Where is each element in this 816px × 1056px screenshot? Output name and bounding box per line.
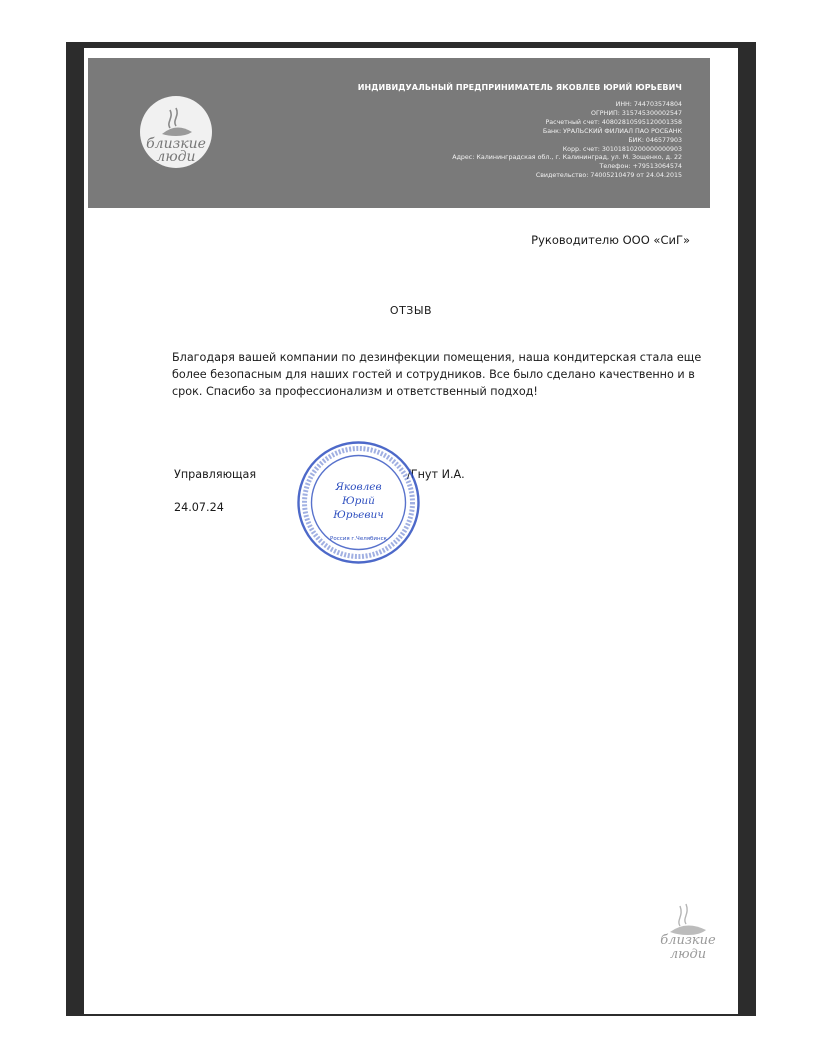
detail-inn: ИНН: 744703574804 <box>615 101 682 108</box>
stamp-bottom-text: Россия г.Челябинск <box>330 536 387 542</box>
body-line-2: более безопасным для наших гостей и сотрудников. Все было сделано качественно и в <box>172 367 695 381</box>
company-logo <box>140 96 212 168</box>
body-line-1: Благодаря вашей компании по дезинфекции помещения, наша кондитерская стала еще <box>172 351 702 364</box>
letter-body <box>172 350 702 400</box>
detail-bank: Банк: УРАЛЬСКИЙ ФИЛИАЛ ПАО РОСБАНК <box>542 127 682 135</box>
detail-address: Адрес: Калининградская обл., г. Калининград, ул. М. Зощенко, д. 22 <box>452 154 682 162</box>
logo-word-1: близкие <box>146 136 206 152</box>
footer-logo-watermark <box>654 898 722 968</box>
detail-phone: Телефон: +79513064574 <box>599 163 682 171</box>
company-name: ИНДИВИДУАЛЬНЫЙ ПРЕДПРИНИМАТЕЛЬ ЯКОВЛЕВ ЮРИЙ ЮРЬЕВИЧ <box>357 83 682 92</box>
stamp-name-line-3: Юрьевич <box>333 509 384 521</box>
watermark-word-2: люди <box>669 947 707 962</box>
signature-date: 24.07.24 <box>174 501 224 514</box>
signatory-role: Управляющая <box>174 468 257 481</box>
detail-bik: БИК: 046577903 <box>628 136 682 144</box>
letterhead-banner <box>88 58 710 208</box>
detail-certificate: Свидетельство: 74005210479 от 24.04.2015 <box>535 172 682 180</box>
stamp-name-line-1: Яковлев <box>335 481 382 493</box>
watermark-word-1: близкие <box>660 933 716 948</box>
company-details <box>452 101 682 181</box>
signatory-name: /Гнут И.А. <box>407 468 465 481</box>
body-line-3: срок. Спасибо за профессионализм и ответственный подход! <box>172 384 538 398</box>
stamp-name-line-2: Юрий <box>342 495 375 507</box>
detail-ogrnip: ОГРНИП: 315745300002547 <box>591 109 682 117</box>
document-title: ОТЗЫВ <box>389 304 433 317</box>
logo-word-2: люди <box>156 149 196 165</box>
recipient-line: Руководителю ООО «СиГ» <box>531 233 690 247</box>
detail-account: Расчетный счет: 40802810595120001358 <box>545 118 682 126</box>
official-stamp <box>296 440 421 565</box>
letter-page <box>84 48 738 1014</box>
detail-corr-account: Корр. счет: 30101810200000000903 <box>562 145 682 153</box>
